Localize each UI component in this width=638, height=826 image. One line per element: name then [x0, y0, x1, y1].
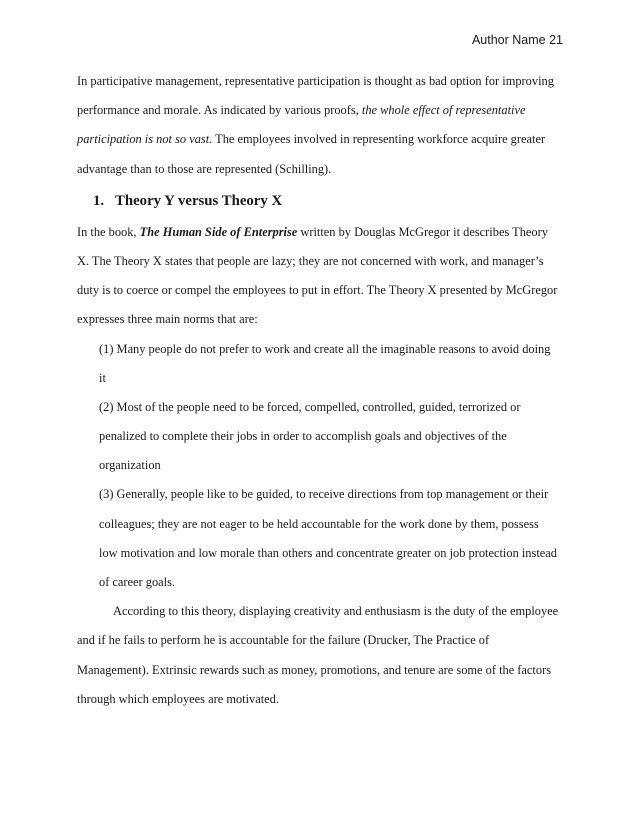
paragraph-theory-x-intro	[77, 218, 567, 335]
text-run: . The employees involved in representing workforce acquire greater	[209, 132, 546, 147]
text-line	[77, 218, 567, 247]
text-line: duty is to coerce or compel the employees to put in effort. The Theory X presented by McGregor	[77, 283, 558, 298]
text-line: through which employees are motivated.	[77, 691, 279, 706]
norm-3-line: low motivation and low morale than others and concentrate greater on job protection instead	[99, 545, 557, 560]
text-run: performance and morale. As indicated by various proofs,	[77, 103, 362, 118]
norm-1-line: it	[99, 370, 106, 385]
running-header: Author Name 21	[471, 33, 563, 47]
section-number: 1.	[93, 192, 105, 209]
text-line: In participative management, representative participation is thought as bad option for improving	[77, 74, 554, 88]
text-line: and if he fails to perform he is accountable for the failure (Drucker, The Practice of	[77, 633, 490, 648]
norm-2-line: penalized to complete their jobs in order to accomplish goals and objectives of the	[99, 429, 507, 444]
section-heading	[77, 184, 567, 218]
norm-3-line: of career goals.	[99, 575, 176, 589]
book-title: The Human Side of Enterprise	[139, 224, 298, 239]
norm-1-line: (1) Many people do not prefer to work and create all the imaginable reasons to avoid doing	[99, 341, 551, 356]
text-line: According to this theory, displaying creativity and enthusiasm is the duty of the employee	[113, 604, 559, 619]
norm-3-line: (3) Generally, people like to be guided, to receive directions from top management or their	[99, 487, 549, 502]
norm-2-line: (2) Most of the people need to be forced, compelled, controlled, guided, terrorized or	[99, 399, 521, 414]
italic-emphasis: participation is not so vast	[77, 132, 210, 147]
text-run: In the book,	[77, 224, 140, 239]
norms-list	[77, 335, 567, 598]
text-line	[77, 96, 567, 125]
text-run: written by Douglas McGregor it describes Theory	[297, 224, 548, 239]
text-line: expresses three main norms that are:	[77, 312, 258, 327]
norm-3-line: colleagues; they are not eager to be held accountable for the work done by them, possess	[99, 516, 539, 531]
text-line: X. The Theory X states that people are lazy; they are not concerned with work, and manager’s	[77, 253, 544, 268]
norm-2-line: organization	[99, 458, 161, 473]
text-line	[77, 125, 567, 154]
document-body	[77, 67, 567, 714]
text-line: Management). Extrinsic rewards such as money, promotions, and tenure are some of the factors	[77, 662, 552, 677]
paragraph-theory-x-conclusion	[77, 597, 567, 714]
italic-emphasis: the whole effect of representative	[361, 103, 526, 118]
paragraph-representative-participation	[77, 67, 567, 184]
text-line: advantage than to those are represented (Schilling).	[77, 161, 332, 176]
section-title: Theory Y versus Theory X	[115, 192, 283, 209]
